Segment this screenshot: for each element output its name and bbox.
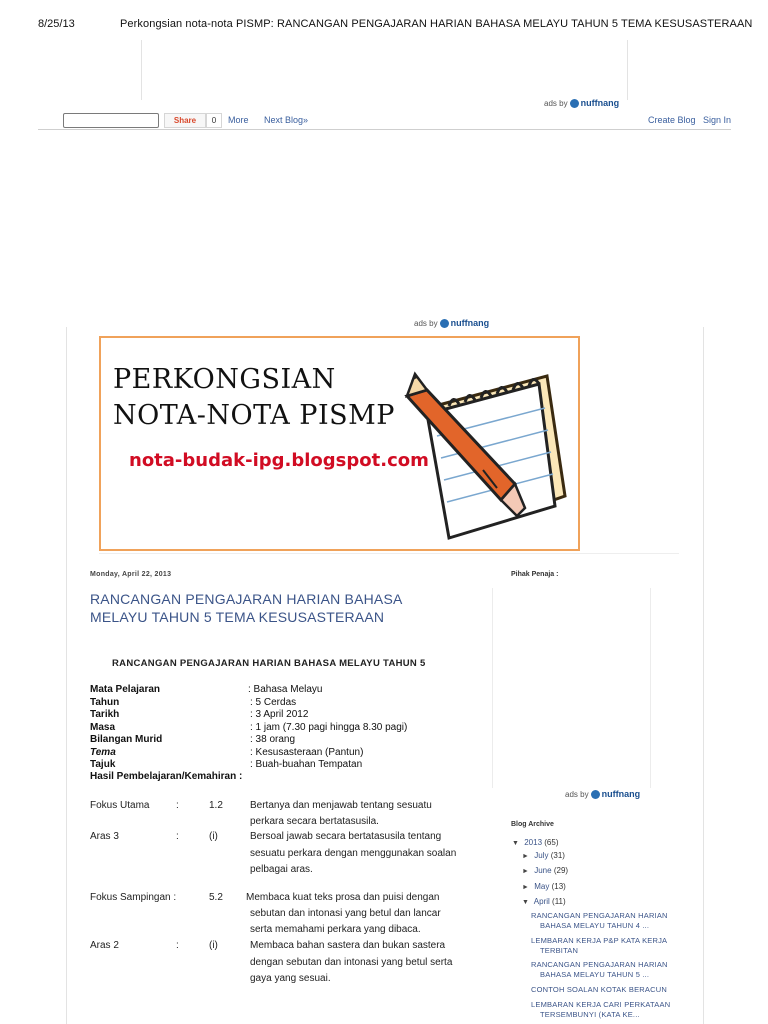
info-value-mata-pelajaran: : Bahasa Melayu <box>248 684 323 695</box>
collapse-toggle-icon[interactable]: ► <box>522 868 529 875</box>
archive-month-may[interactable] <box>522 882 566 891</box>
ads-by-nuffnang-top[interactable] <box>544 98 619 108</box>
info-label-tajuk: Tajuk <box>90 759 116 770</box>
expand-toggle-icon[interactable]: ▼ <box>522 899 529 906</box>
archive-count: (11) <box>552 897 566 906</box>
ads-by-label: ads by <box>544 98 568 108</box>
focus-colon-utama: : <box>176 800 179 811</box>
archive-count: (31) <box>550 851 565 860</box>
focus-text-aras2-2: dengan sebutan dan intonasi yang betul serta <box>250 957 453 968</box>
blog-header-banner[interactable] <box>99 336 580 551</box>
archive-year-link[interactable]: 2013 <box>524 838 543 847</box>
archive-post-line1: RANCANGAN PENGAJARAN HARIAN <box>531 911 668 920</box>
archive-post-line1: LEMBARAN KERJA CARI PERKATAAN <box>531 1000 671 1009</box>
archive-post-link[interactable] <box>531 1000 670 1020</box>
nuffnang-brand: nuffnang <box>601 789 641 799</box>
focus-text-sampingan-3: serta memahami perkara yang dibaca. <box>250 924 421 935</box>
archive-month-link[interactable]: May <box>534 882 550 891</box>
share-button[interactable]: Share <box>164 113 206 128</box>
print-date: 8/25/13 <box>38 18 75 30</box>
focus-text-aras3-3: pelbagai aras. <box>250 864 313 875</box>
nuffnang-logo-icon <box>440 319 449 328</box>
info-label-tarikh: Tarikh <box>90 709 120 720</box>
info-label-bilangan-murid: Bilangan Murid <box>90 734 163 745</box>
archive-count: (29) <box>553 866 569 875</box>
info-value-bilangan-murid: : 38 orang <box>250 734 296 745</box>
info-value-tema: : Kesusasteraan (Pantun) <box>250 747 364 758</box>
sidebar-ad-frame-left <box>492 588 493 788</box>
archive-post-line2: BAHASA MELAYU TAHUN 4 ... <box>540 921 650 930</box>
focus-text-aras3-2: sesuatu perkara dengan menggunakan soalan <box>250 848 457 859</box>
info-label-tahun: Tahun <box>90 697 120 708</box>
info-value-tajuk: : Buah-buahan Tempatan <box>250 759 363 770</box>
archive-post-line2: TERSEMBUNYI (KATA KE... <box>540 1010 640 1019</box>
ad-frame-left <box>141 40 142 100</box>
content-frame-right <box>703 327 704 1024</box>
notepad-pencil-icon <box>397 366 572 541</box>
share-count: 0 <box>206 113 222 128</box>
post-subheading: RANCANGAN PENGAJARAN HARIAN BAHASA MELAYU TAHUN 5 <box>112 658 426 669</box>
focus-text-sampingan-2: sebutan dan intonasi yang betul dan lancar <box>250 908 441 919</box>
print-page-title: Perkongsian nota-nota PISMP: RANCANGAN PENGAJARAN HARIAN BAHASA MELAYU TAHUN 5 TEMA KESUSASTERAAN <box>120 18 753 30</box>
info-value-masa: : 1 jam (7.30 pagi hingga 8.30 pagi) <box>250 722 408 733</box>
archive-month-link[interactable]: July <box>534 851 549 860</box>
post-date: Monday, April 22, 2013 <box>90 571 172 578</box>
navbar-divider <box>38 129 731 130</box>
archive-post-link[interactable] <box>531 960 668 980</box>
sidebar-ad-frame-right <box>650 588 651 788</box>
info-label-tema: Tema <box>90 747 116 758</box>
info-label-mata-pelajaran: Mata Pelajaran <box>90 684 161 695</box>
blog-header-line1: PERKONGSIAN <box>113 364 336 395</box>
nuffnang-logo-icon <box>570 99 579 108</box>
ad-frame-right <box>627 40 628 100</box>
ads-by-label: ads by <box>414 318 438 328</box>
ads-by-nuffnang-sidebar[interactable] <box>565 789 640 799</box>
focus-label-sampingan: Fokus Sampingan : <box>90 892 177 903</box>
focus-text-utama-1: Bertanya dan menjawab tentang sesuatu <box>250 800 432 811</box>
archive-post-link[interactable] <box>531 911 668 931</box>
nuffnang-logo-icon <box>591 790 600 799</box>
archive-month-link[interactable]: April <box>533 897 550 906</box>
post-title[interactable]: RANCANGAN PENGAJARAN HARIAN BAHASA MELAYU TAHUN 5 TEMA KESUSASTERAAN <box>90 591 402 625</box>
nuffnang-brand: nuffnang <box>450 318 490 328</box>
focus-code-utama: 1.2 <box>209 800 223 811</box>
expand-toggle-icon[interactable]: ▼ <box>512 840 519 847</box>
focus-label-aras3: Aras 3 <box>90 831 119 842</box>
archive-post-line2: BAHASA MELAYU TAHUN 5 ... <box>540 970 650 979</box>
focus-text-aras2-3: gaya yang sesuai. <box>250 973 331 984</box>
focus-label-utama: Fokus Utama <box>90 800 150 811</box>
focus-code-aras2: (i) <box>209 940 218 951</box>
info-value-tarikh: : 3 April 2012 <box>250 709 309 720</box>
archive-count: (65) <box>544 838 559 847</box>
archive-count: (13) <box>551 882 566 891</box>
focus-text-aras2-1: Membaca bahan sastera dan bukan sastera <box>250 940 446 951</box>
archive-post-line1: RANCANGAN PENGAJARAN HARIAN <box>531 960 668 969</box>
blog-header-line2: NOTA-NOTA PISMP <box>113 400 395 431</box>
focus-text-sampingan-1: Membaca kuat teks prosa dan puisi dengan <box>246 892 440 903</box>
archive-month-june[interactable] <box>522 866 568 875</box>
info-label-hasil-pembelajaran: Hasil Pembelajaran/Kemahiran : <box>90 771 243 782</box>
focus-code-aras3: (i) <box>209 831 218 842</box>
archive-post-link[interactable] <box>531 985 667 995</box>
focus-text-aras3-1: Bersoal jawab secara bertatasusila tentang <box>250 831 442 842</box>
nuffnang-brand: nuffnang <box>580 98 620 108</box>
more-link[interactable]: More <box>228 115 249 125</box>
focus-text-utama-2: perkara secara bertatasusila. <box>250 816 379 827</box>
sign-in-link[interactable]: Sign In <box>703 115 732 125</box>
header-divider <box>99 553 679 554</box>
focus-code-sampingan: 5.2 <box>209 892 223 903</box>
archive-post-line1: LEMBARAN KERJA P&P KATA KERJA <box>531 936 668 945</box>
next-blog-link[interactable]: Next Blog» <box>264 115 309 125</box>
focus-label-aras2: Aras 2 <box>90 940 119 951</box>
archive-post-line2: TERBITAN <box>540 946 579 955</box>
ads-by-nuffnang-header[interactable] <box>414 318 489 328</box>
archive-year-2013[interactable] <box>512 838 559 847</box>
archive-post-line1: CONTOH SOALAN KOTAK BERACUN <box>531 985 667 994</box>
focus-colon-aras2: : <box>176 940 179 951</box>
sidebar-blog-archive-heading: Blog Archive <box>511 821 554 828</box>
collapse-toggle-icon[interactable]: ► <box>522 884 529 891</box>
sidebar-pihak-penaja-heading: Pihak Penaja : <box>511 571 559 578</box>
archive-month-july[interactable] <box>522 851 565 860</box>
archive-month-april[interactable] <box>522 897 566 906</box>
content-frame-left <box>66 327 67 1024</box>
navbar-search-input[interactable] <box>63 113 159 128</box>
info-label-masa: Masa <box>90 722 116 733</box>
ads-by-label: ads by <box>565 789 589 799</box>
info-value-tahun: : 5 Cerdas <box>250 697 297 708</box>
blog-header-url: nota-budak-ipg.blogspot.com <box>129 450 429 471</box>
create-blog-link[interactable]: Create Blog <box>648 115 696 125</box>
archive-post-link[interactable] <box>531 936 667 956</box>
archive-month-link[interactable]: June <box>534 866 552 875</box>
focus-colon-aras3: : <box>176 831 179 842</box>
collapse-toggle-icon[interactable]: ► <box>522 853 529 860</box>
